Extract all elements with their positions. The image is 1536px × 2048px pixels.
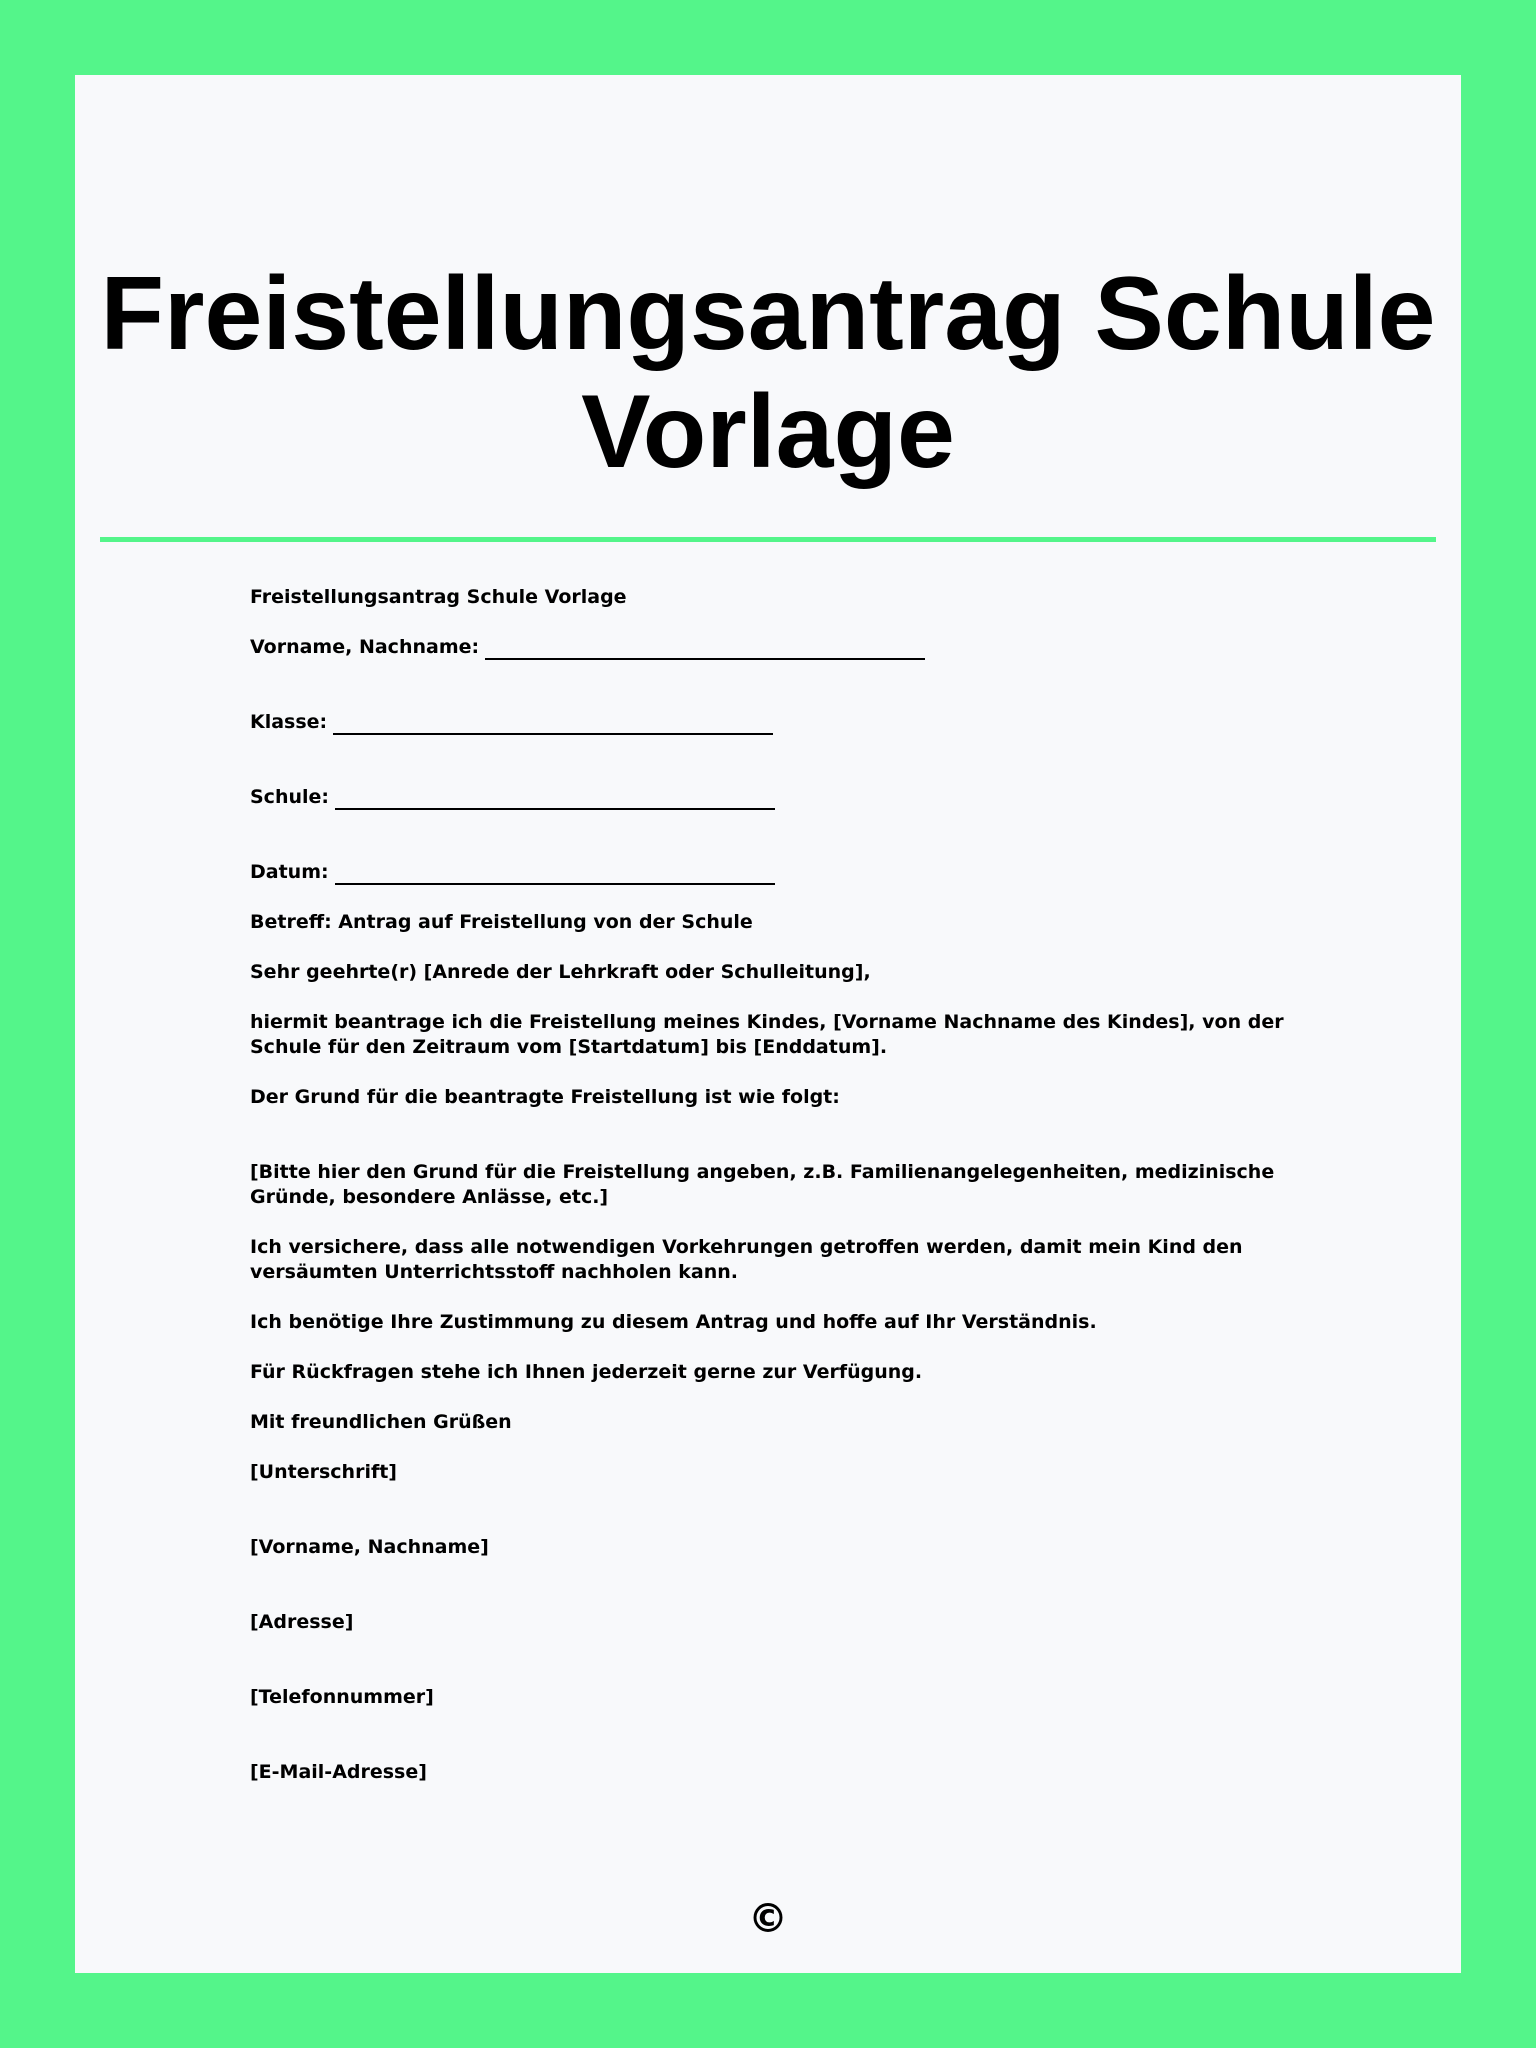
paragraph-assurance: Ich versichere, dass alle notwendigen Vorkehrungen getroffen werden, damit mein Kind den versäumten Unterrichtsstoff nachholen kann. xyxy=(250,1236,1243,1283)
subject-line: Betreff: Antrag auf Freistellung von der Schule xyxy=(250,911,753,933)
spacer xyxy=(250,1560,1290,1610)
signature-placeholder: [Unterschrift] xyxy=(250,1461,397,1483)
field-date xyxy=(250,860,1290,885)
spacer xyxy=(250,1285,1290,1310)
field-date-line xyxy=(335,865,775,885)
title-divider xyxy=(100,537,1436,542)
spacer xyxy=(250,660,1290,710)
spacer xyxy=(250,735,1290,785)
document-sheet xyxy=(75,75,1461,1973)
spacer xyxy=(250,810,1290,860)
form-heading: Freistellungsantrag Schule Vorlage xyxy=(250,586,627,608)
reason-placeholder: [Bitte hier den Grund für die Freistellung angeben, z.B. Familienangelegenheiten, medizinische Gründe, besondere Anlässe, etc.] xyxy=(250,1161,1275,1208)
field-school-line xyxy=(335,790,775,810)
spacer xyxy=(250,1385,1290,1410)
spacer xyxy=(250,1210,1290,1235)
paragraph-questions: Für Rückfragen stehe ich Ihnen jederzeit gerne zur Verfügung. xyxy=(250,1361,923,1383)
spacer xyxy=(250,1335,1290,1360)
field-date-label: Datum: xyxy=(250,861,329,883)
spacer xyxy=(250,1435,1290,1460)
spacer xyxy=(250,985,1290,1010)
spacer xyxy=(250,610,1290,635)
spacer xyxy=(250,1635,1290,1685)
field-name-label: Vorname, Nachname: xyxy=(250,636,480,658)
field-class xyxy=(250,710,1290,735)
spacer xyxy=(250,1485,1290,1535)
phone-placeholder: [Telefonnummer] xyxy=(250,1686,434,1708)
salutation: Sehr geehrte(r) [Anrede der Lehrkraft oder Schulleitung], xyxy=(250,961,871,983)
field-class-label: Klasse: xyxy=(250,711,328,733)
reason-intro: Der Grund für die beantragte Freistellung ist wie folgt: xyxy=(250,1086,840,1108)
spacer xyxy=(250,935,1290,960)
closing: Mit freundlichen Grüßen xyxy=(250,1411,512,1433)
page-title: Freistellungsantrag Schule Vorlage xyxy=(100,256,1436,490)
spacer xyxy=(250,885,1290,910)
address-placeholder: [Adresse] xyxy=(250,1611,354,1633)
field-class-line xyxy=(333,715,773,735)
field-name xyxy=(250,635,1290,660)
email-placeholder: [E-Mail-Adresse] xyxy=(250,1761,427,1783)
field-school-label: Schule: xyxy=(250,786,329,808)
spacer xyxy=(250,1060,1290,1085)
paragraph-consent: Ich benötige Ihre Zustimmung zu diesem Antrag und hoffe auf Ihr Verständnis. xyxy=(250,1311,1097,1333)
paragraph-request: hiermit beantrage ich die Freistellung meines Kindes, [Vorname Nachname des Kindes], von der Schule für den Zeitraum vom [Startdatum] bis [Enddatum]. xyxy=(250,1011,1284,1058)
field-school xyxy=(250,785,1290,810)
spacer xyxy=(250,1710,1290,1760)
copyright-icon: © xyxy=(748,1896,788,1942)
field-name-line xyxy=(485,640,925,660)
name-placeholder: [Vorname, Nachname] xyxy=(250,1536,489,1558)
spacer xyxy=(250,1110,1290,1160)
letter-body xyxy=(250,585,1290,1785)
